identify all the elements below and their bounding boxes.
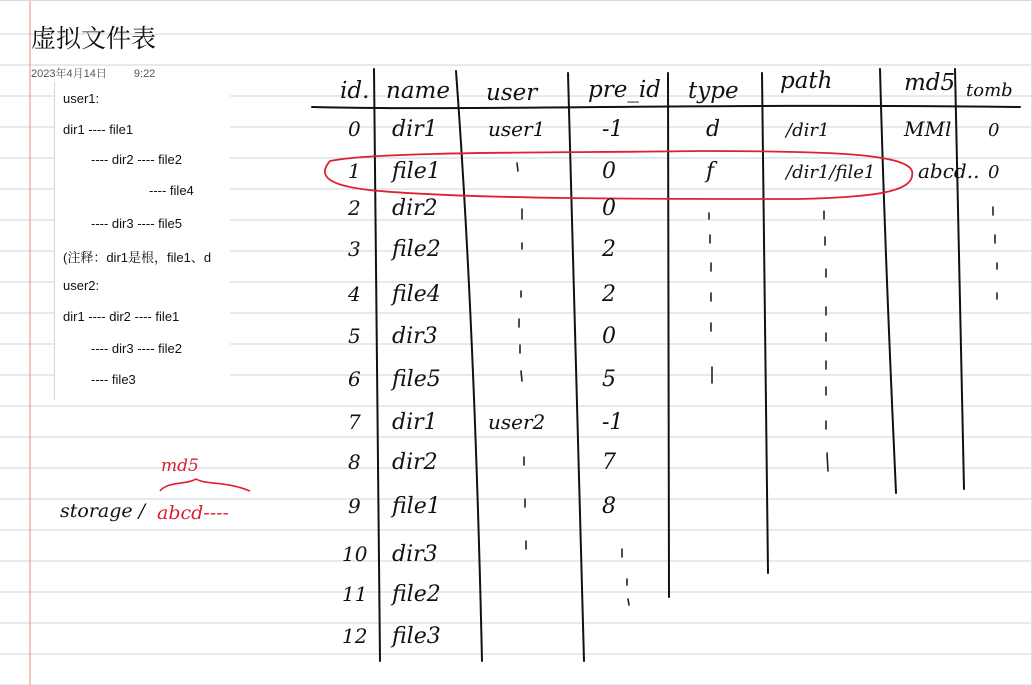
table-cell: 0 xyxy=(988,120,1000,141)
table-cell: dir1 xyxy=(392,117,438,142)
page-title: 虚拟文件表 xyxy=(31,24,157,53)
outline-line: ---- file4 xyxy=(149,183,194,198)
table-cell: user1 xyxy=(488,117,546,141)
outline-line: user1: xyxy=(63,91,100,106)
outline-line: (注释：dir1是根，file1、d xyxy=(63,250,212,265)
table-cell: d xyxy=(706,117,721,142)
table-cell: file1 xyxy=(392,494,441,519)
table-cell: 9 xyxy=(348,494,361,518)
table-cell: 1 xyxy=(348,159,361,183)
table-cell: 0 xyxy=(348,117,361,141)
storage-label: storage / xyxy=(60,500,146,522)
table-header-row xyxy=(340,68,1013,106)
header-cell: user xyxy=(486,80,538,106)
table-cell: 0 xyxy=(988,162,1000,183)
table-cell: 11 xyxy=(342,582,368,606)
table-cell: 2 xyxy=(602,282,616,307)
header-underline xyxy=(312,106,1020,108)
table-cell: 7 xyxy=(602,450,616,475)
header-cell: type xyxy=(688,78,739,104)
header-cell: path xyxy=(780,68,833,94)
table-cell: dir2 xyxy=(392,196,438,221)
header-cell: pre_id xyxy=(588,77,661,103)
table-cell: /dir1/file1 xyxy=(786,162,876,183)
table-cell: file4 xyxy=(392,282,441,307)
table-cell: 12 xyxy=(342,624,368,648)
table-cell: 5 xyxy=(348,324,361,348)
table-cell: 5 xyxy=(602,367,616,392)
md5-brace xyxy=(160,479,250,491)
handwritten-sketch xyxy=(0,1,1032,685)
table-cell: -1 xyxy=(602,410,624,435)
table-cell: 0 xyxy=(602,324,616,349)
table-cell: 0 xyxy=(602,196,616,221)
table-cell: dir1 xyxy=(392,410,438,435)
table-cell: 2 xyxy=(348,196,361,220)
outline-line: dir1 ---- dir2 ---- file1 xyxy=(63,309,180,324)
outline-line: ---- dir3 ---- file2 xyxy=(91,341,182,356)
ditto-marks xyxy=(517,162,1000,605)
outline-line: ---- dir2 ---- file2 xyxy=(91,152,182,167)
column-divider xyxy=(762,73,768,573)
table-cell: f xyxy=(706,159,715,184)
table-cell: file3 xyxy=(392,624,441,649)
table-cell: /dir1 xyxy=(786,120,830,141)
table-body xyxy=(342,117,999,649)
note-time: 9:22 xyxy=(133,68,156,80)
table-cell: file2 xyxy=(392,582,441,607)
table-cell: 8 xyxy=(602,494,616,519)
storage-value: abcd---- xyxy=(157,502,229,524)
table-grid-lines xyxy=(312,69,1020,661)
table-cell: file5 xyxy=(392,367,441,392)
table-cell: abcd.. xyxy=(918,159,980,183)
table-cell: file1 xyxy=(392,159,441,184)
table-cell: 8 xyxy=(348,450,361,474)
table-cell: 7 xyxy=(348,410,361,434)
header-cell: name xyxy=(386,78,450,104)
header-cell: id. xyxy=(340,78,370,104)
column-divider xyxy=(374,69,380,661)
table-cell: MMl xyxy=(904,117,952,141)
table-cell: -1 xyxy=(602,117,624,142)
note-date: 2023年4月14日 xyxy=(31,68,107,80)
column-divider xyxy=(568,73,584,661)
table-cell: 0 xyxy=(602,159,616,184)
column-divider xyxy=(955,69,964,489)
outline-line: ---- file3 xyxy=(91,372,136,387)
table-cell: 2 xyxy=(602,237,616,262)
table-cell: 6 xyxy=(348,367,361,391)
table-cell: 4 xyxy=(348,282,361,306)
outline-line: ---- dir3 ---- file5 xyxy=(91,216,182,231)
header-cell: tomb xyxy=(966,80,1013,101)
table-cell: user2 xyxy=(488,410,546,434)
column-divider xyxy=(880,69,896,493)
table-cell: dir3 xyxy=(392,542,438,567)
outline-line: dir1 ---- file1 xyxy=(63,122,134,137)
table-cell: 10 xyxy=(342,542,368,566)
table-cell: dir2 xyxy=(392,450,438,475)
column-divider xyxy=(456,71,482,661)
md5-annotation: md5 xyxy=(161,456,199,476)
table-cell: 3 xyxy=(348,237,361,261)
table-cell: file2 xyxy=(392,237,441,262)
table-cell: dir3 xyxy=(392,324,438,349)
outline-line: user2: xyxy=(63,278,100,293)
header-cell: md5 xyxy=(904,70,956,96)
